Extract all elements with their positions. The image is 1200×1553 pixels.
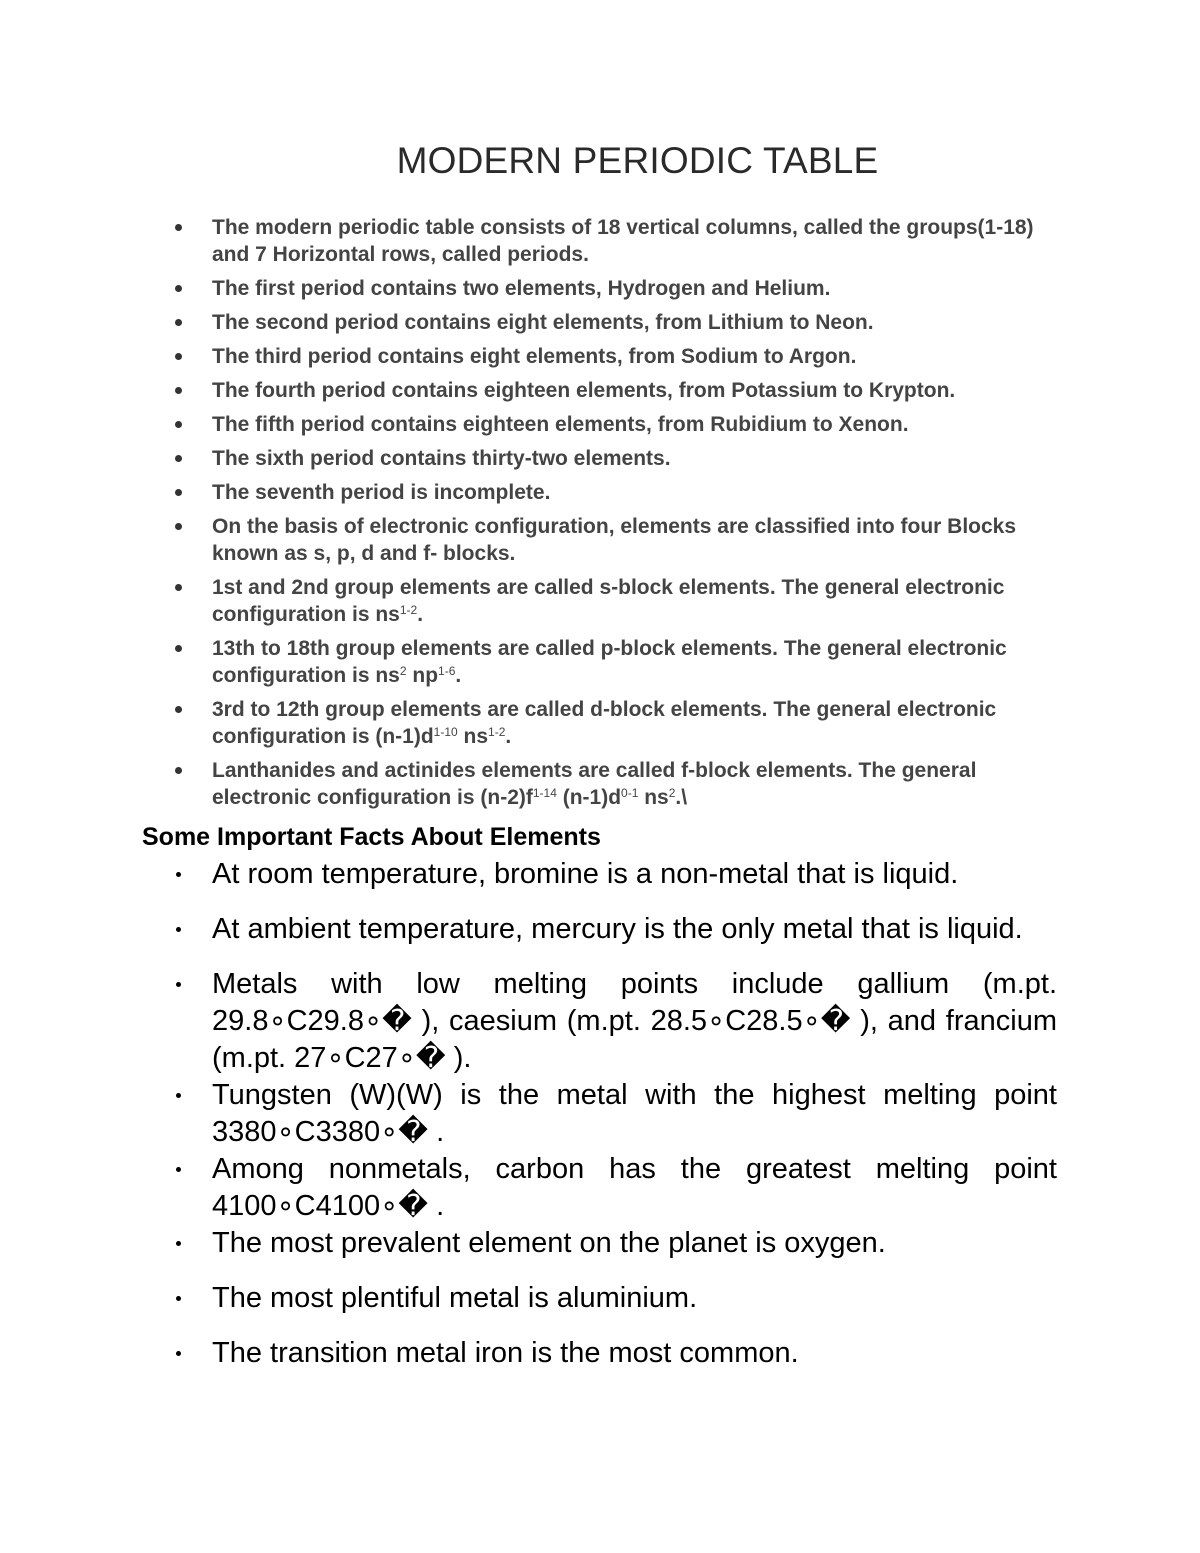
list-item-s-block	[0, 574, 1200, 628]
list-item-text: The most prevalent element on the planet is oxygen.	[212, 1227, 886, 1259]
bullet-icon	[175, 523, 182, 530]
list-item-text-mid: np	[406, 664, 439, 687]
list-item	[0, 377, 1200, 404]
list-item	[0, 445, 1200, 472]
superscript: 1-2	[399, 603, 418, 617]
list-item-text: At room temperature, bromine is a non-metal that is liquid.	[212, 858, 959, 890]
list-item-text-mid: ns	[638, 786, 669, 809]
bullet-icon	[176, 1351, 181, 1356]
list-item-f-block	[0, 757, 1200, 811]
bullet-icon	[175, 584, 182, 591]
list-item-text: The transition metal iron is the most common.	[212, 1337, 799, 1369]
list-item-text: 13th to 18th group elements are called p-block elements. The general electronic configuration is ns	[212, 637, 1007, 687]
document-title: MODERN PERIODIC TABLE	[396, 140, 879, 181]
section-title: Some Important Facts About Elements	[142, 823, 601, 851]
bullet-icon	[176, 1167, 181, 1172]
bullet-icon	[175, 706, 182, 713]
list-item-text: The second period contains eight elements, from Lithium to Neon.	[212, 311, 874, 334]
bullet-icon	[176, 1241, 181, 1246]
facts-list	[0, 856, 1200, 1372]
list-item	[0, 513, 1200, 567]
list-item	[0, 1225, 1057, 1262]
list-item-text: On the basis of electronic configuration, elements are classified into four Blocks known as s, p, d and f- blocks.	[212, 515, 1017, 565]
list-item	[0, 1151, 1057, 1225]
list-item	[0, 966, 1057, 1077]
superscript: 2	[668, 786, 676, 800]
list-item-text-end: .	[417, 603, 424, 626]
list-item	[0, 343, 1200, 370]
superscript: 1-6	[438, 664, 456, 678]
bullet-icon	[176, 1296, 181, 1301]
list-item	[0, 479, 1200, 506]
list-item	[0, 1077, 1057, 1151]
bullet-icon	[176, 927, 181, 932]
bullet-icon	[176, 1093, 181, 1098]
list-item	[0, 1280, 1057, 1317]
bullet-icon	[175, 319, 182, 326]
list-item-text: The first period contains two elements, Hydrogen and Helium.	[212, 277, 831, 300]
bullet-icon	[175, 387, 182, 394]
list-item-text: The seventh period is incomplete.	[212, 481, 551, 504]
superscript: 1-10	[433, 725, 458, 739]
bullet-icon	[175, 285, 182, 292]
bullet-icon	[176, 982, 181, 987]
bullet-icon	[175, 224, 182, 231]
list-item	[0, 911, 1057, 948]
list-item-text: 1st and 2nd group elements are called s-block elements. The general electronic configuration is ns	[212, 576, 1005, 626]
bullet-icon	[175, 767, 182, 774]
list-item-text: Lanthanides and actinides elements are called f-block elements. The general electronic configuration is (n-2)f	[212, 759, 977, 809]
list-item	[0, 275, 1200, 302]
list-item-text: Metals with low melting points include gallium (m.pt. 29.8∘C29.8∘� ), caesium (m.pt. 28.5∘C28.5∘� ), and francium (m.pt. 27∘C27∘� ).	[212, 968, 1057, 1074]
list-item-text: Among nonmetals, carbon has the greatest melting point 4100∘C4100∘� .	[212, 1153, 1057, 1222]
bullet-icon	[175, 353, 182, 360]
list-item-text: Tungsten (W)(W) is the metal with the highest melting point 3380∘C3380∘� .	[212, 1079, 1057, 1148]
list-item-text-end: .	[455, 664, 462, 687]
bullet-icon	[175, 455, 182, 462]
list-item-text: The fourth period contains eighteen elements, from Potassium to Krypton.	[212, 379, 956, 402]
list-item-text-end: .	[505, 725, 512, 748]
list-item-p-block	[0, 635, 1200, 689]
superscript: 0-1	[621, 786, 639, 800]
superscript: 1-14	[532, 786, 557, 800]
list-item-text-mid: ns	[457, 725, 489, 748]
list-item-text: The third period contains eight elements, from Sodium to Argon.	[212, 345, 857, 368]
list-item-text: The sixth period contains thirty-two elements.	[212, 447, 671, 470]
periodic-table-list	[0, 214, 1200, 818]
list-item-text-end: .\	[675, 786, 688, 809]
list-item	[0, 309, 1200, 336]
bullet-icon	[175, 489, 182, 496]
list-item-text: At ambient temperature, mercury is the only metal that is liquid.	[212, 913, 1023, 945]
list-item	[0, 214, 1200, 268]
superscript: 1-2	[488, 725, 506, 739]
list-item	[0, 1335, 1057, 1372]
bullet-icon	[175, 645, 182, 652]
list-item-text: The modern periodic table consists of 18 vertical columns, called the groups(1-18) and 7 Horizontal rows, called periods.	[212, 216, 1034, 266]
list-item-d-block	[0, 696, 1200, 750]
bullet-icon	[176, 872, 181, 877]
list-item	[0, 856, 1057, 893]
list-item	[0, 411, 1200, 438]
list-item-text: The most plentiful metal is aluminium.	[212, 1282, 698, 1314]
list-item-text-mid: (n-1)d	[556, 786, 622, 809]
bullet-icon	[175, 421, 182, 428]
list-item-text: The fifth period contains eighteen elements, from Rubidium to Xenon.	[212, 413, 909, 436]
superscript: 2	[399, 664, 407, 678]
list-item-text: 3rd to 12th group elements are called d-block elements. The general electronic configuration is (n-1)d	[212, 698, 997, 748]
